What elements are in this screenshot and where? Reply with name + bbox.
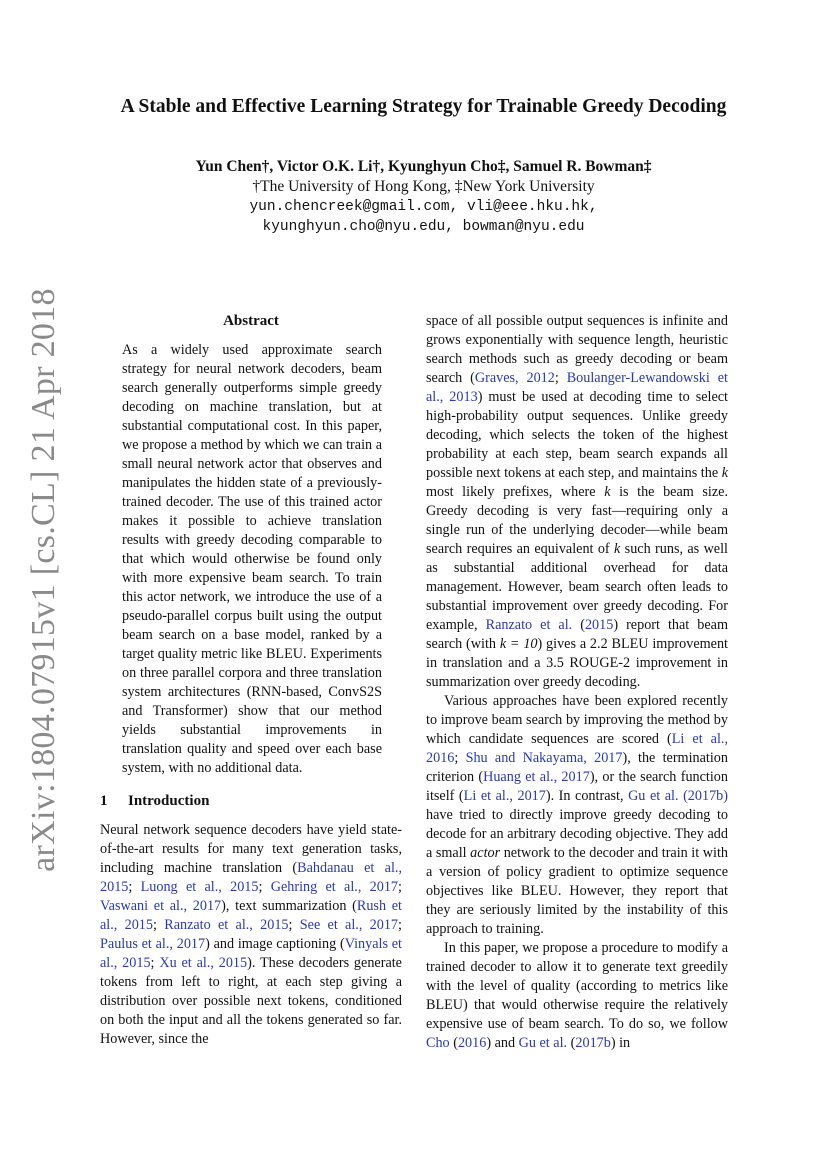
text-run: ; xyxy=(128,879,141,895)
citation-link[interactable]: Rush et al., 2015 xyxy=(100,898,402,933)
citation-link[interactable]: Gu et al. (2017b) xyxy=(628,788,728,804)
citation-link[interactable]: Graves, 2012 xyxy=(474,370,555,386)
citation-link[interactable]: Li et al., 2017 xyxy=(463,788,546,804)
math-variable: k xyxy=(604,484,611,500)
citation-link[interactable]: Huang et al., 2017 xyxy=(483,769,590,785)
citation-link[interactable]: Ranzato et al., 2015 xyxy=(164,917,289,933)
citation-link[interactable]: 2017b xyxy=(575,1035,611,1051)
citation-link[interactable]: Shu and Nakayama, 2017 xyxy=(465,750,623,766)
text-run: space of all possible output sequences is infinite and grows exponentially with sequence length, heuristic search methods such as greedy decoding or beam search ( xyxy=(426,313,728,386)
text-run: ), or the search function itself ( xyxy=(426,769,728,804)
math-variable: k xyxy=(721,465,728,481)
text-run: network to the decoder and train it with a version of policy gradient to optimize sequence objectives like BLEU. However, they report that they are seriously limited by the instability of this approach to training. xyxy=(426,845,728,937)
intro-paragraph-3 xyxy=(426,939,728,1053)
section-heading-introduction xyxy=(100,792,402,811)
author-block xyxy=(60,157,787,237)
citation-link[interactable]: Xu et al., 2015 xyxy=(159,955,248,971)
citation-link[interactable]: See et al., 2017 xyxy=(299,917,399,933)
citation-link[interactable]: Li et al., 2016 xyxy=(426,731,729,766)
text-run: ) and xyxy=(486,1035,519,1051)
text-run: most likely prefixes, where xyxy=(426,484,605,500)
text-run: have tried to directly improve greedy decoding to decode for an arbitrary decoding objective. They add a small xyxy=(426,807,728,861)
section-title-text: Introduction xyxy=(128,793,210,809)
text-run: is the beam size. Greedy decoding is very fast—requiring only a single run of the underlying decoder—while beam search requires an equivalent of xyxy=(426,484,728,557)
text-run: ), text summarization ( xyxy=(221,898,357,914)
text-run: ( xyxy=(572,617,585,633)
citation-link[interactable]: 2016 xyxy=(457,1035,487,1051)
text-run: ; xyxy=(554,370,567,386)
left-column xyxy=(100,312,402,1049)
text-run: ) must be used at decoding time to select high-probability output sequences. Unlike greedy decoding, which selects the token of the highest probability at each step, beam search expands all possible next tokens at each step, and maintains the xyxy=(426,389,728,481)
intro-paragraph-1 xyxy=(100,821,402,1049)
emphasized-term: actor xyxy=(470,845,501,861)
citation-link[interactable]: Vaswani et al., 2017 xyxy=(100,898,222,914)
text-run: ; xyxy=(150,955,160,971)
author-names: Yun Chen†, Victor O.K. Li†, Kyunghyun Cho‡, Samuel R. Bowman‡ xyxy=(195,158,652,175)
citation-link[interactable]: Vinyals et al., 2015 xyxy=(100,936,402,971)
text-run: ), the termination criterion ( xyxy=(426,750,728,785)
citation-link[interactable]: Paulus et al., 2017 xyxy=(100,936,206,952)
text-run: ) gives a 2.2 BLEU improvement in translation and a 3.5 ROUGE-2 improvement in summarization over greedy decoding. xyxy=(426,636,728,690)
intro-paragraph-2 xyxy=(426,692,728,939)
citation-link[interactable]: Bahdanau et al., 2015 xyxy=(100,860,402,895)
text-run: ). In contrast, xyxy=(545,788,629,804)
text-run: ) in xyxy=(610,1035,631,1051)
citation-link[interactable]: Boulanger-Lewandowski et al., 2013 xyxy=(426,370,728,405)
math-expression: k = 10 xyxy=(499,636,538,652)
text-run: ) and image captioning ( xyxy=(205,936,345,952)
intro-paragraph-1-continued xyxy=(426,312,728,692)
text-run: Various approaches have been explored recently to improve beam search by improving the method by which candidate sequences are scored ( xyxy=(426,693,728,747)
text-run: ) report that beam search (with xyxy=(426,617,728,652)
citation-link[interactable]: Gehring et al., 2017 xyxy=(270,879,399,895)
citation-link[interactable]: Luong et al., 2015 xyxy=(140,879,259,895)
text-run: ; xyxy=(398,917,402,933)
citation-link[interactable]: Cho xyxy=(426,1035,450,1051)
text-run: such runs, as well as substantial additional overhead for data management. However, beam search often leads to substantial improvement over greedy decoding. For example, xyxy=(426,541,728,633)
text-run: ; xyxy=(288,917,300,933)
section-number: 1 xyxy=(100,793,108,809)
arxiv-identifier-stamp xyxy=(18,288,70,872)
abstract-body xyxy=(122,341,382,778)
text-run: ). These decoders generate tokens from left to right, at each step giving a distribution over possible next tokens, conditioned on both the input and all the tokens generated so far. However, since the xyxy=(100,955,402,1047)
text-run: ( xyxy=(567,1035,576,1051)
abstract-heading: Abstract xyxy=(223,313,279,329)
author-emails-line-1: yun.chencreek@gmail.com, vli@eee.hku.hk, xyxy=(249,199,598,215)
text-run: ; xyxy=(454,750,466,766)
arxiv-stamp-text: arXiv:1804.07915v1 [cs.CL] 21 Apr 2018 xyxy=(25,288,62,872)
text-run: ( xyxy=(449,1035,458,1051)
paper-title: A Stable and Effective Learning Strategy for Trainable Greedy Decoding xyxy=(120,96,727,117)
math-variable: k xyxy=(614,541,621,557)
citation-link[interactable]: Ranzato et al. xyxy=(485,617,573,633)
text-run: ; xyxy=(398,879,402,895)
author-emails-line-2: kyunghyun.cho@nyu.edu, bowman@nyu.edu xyxy=(262,219,585,235)
text-run: ; xyxy=(153,917,165,933)
abstract-text: As a widely used approximate search strategy for neural network decoders, beam search generally outperforms simple greedy decoding on machine translation, but at substantial computational cost. In this paper, we propose a method by which we can train a small neural network actor that observes and manipulates the hidden state of a previously-trained decoder. The use of this trained actor makes it possible to achieve translation results with greedy decoding comparable to that which would otherwise be found only with more expensive beam search. To train this actor network, we introduce the use of a pseudo-parallel corpus built using the output beam search on a base model, ranked by a target quality metric like BLEU. Experiments on three parallel corpora and three translation system architectures (RNN-based, ConvS2S and Transformer) show that our method yields substantial improvements in translation quality and speed over each base system, with no additional data. xyxy=(122,342,382,776)
citation-link[interactable]: Gu et al. xyxy=(518,1035,568,1051)
right-column xyxy=(426,312,728,1053)
text-run: In this paper, we propose a procedure to modify a trained decoder to allow it to generate text greedily with the level of quality (according to metrics like BLEU) that would otherwise require the relatively expensive use of beam search. To do so, we follow xyxy=(426,940,728,1032)
author-affiliations: †The University of Hong Kong, ‡New York University xyxy=(252,178,595,195)
text-run: Neural network sequence decoders have yield state-of-the-art results for many text generation tasks, including machine translation ( xyxy=(100,822,402,876)
citation-link[interactable]: 2015 xyxy=(584,617,614,633)
text-run: ; xyxy=(258,879,271,895)
